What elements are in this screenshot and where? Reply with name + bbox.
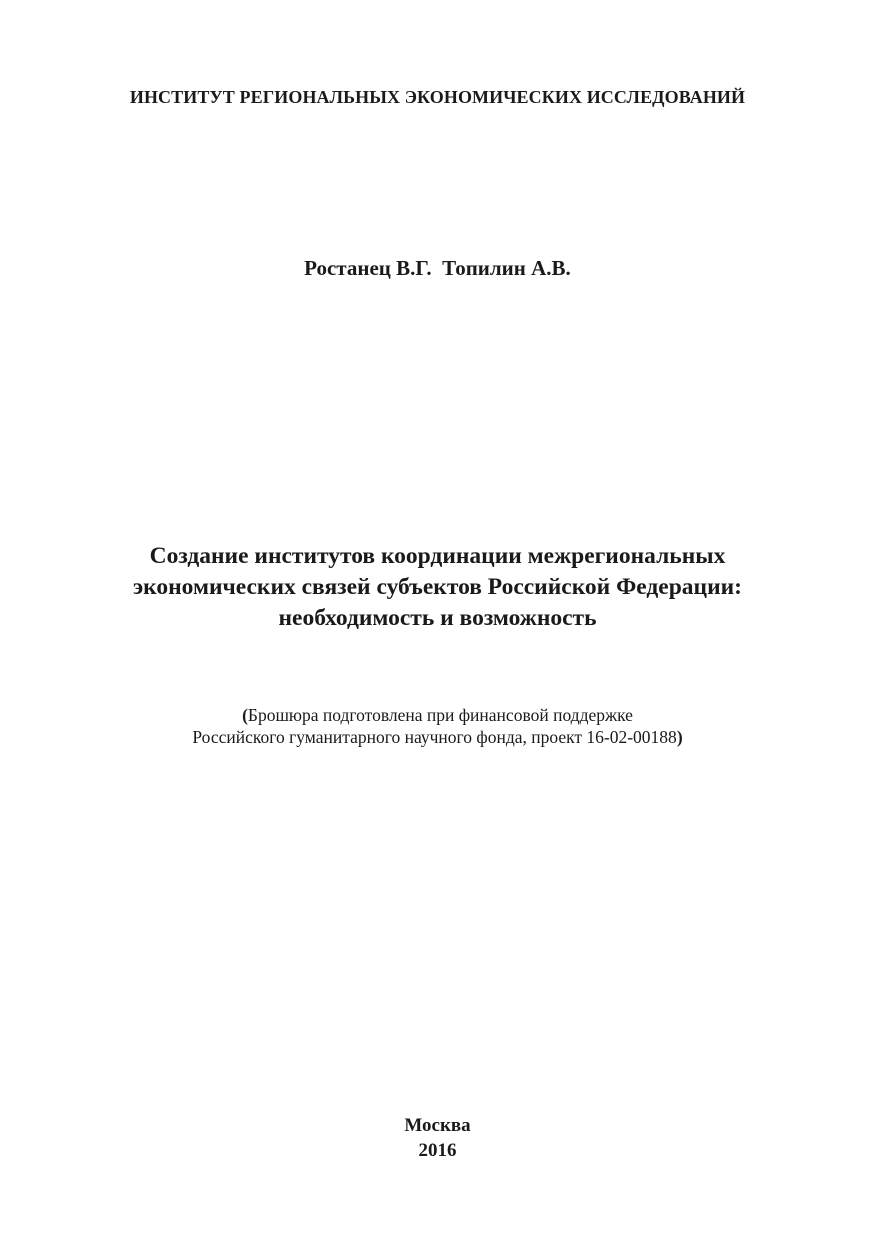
publication-year: 2016 (418, 1140, 457, 1161)
institute-name: ИНСТИТУТ РЕГИОНАЛЬНЫХ ЭКОНОМИЧЕСКИХ ИССЛЕДОВАНИЙ (129, 87, 746, 107)
open-paren: ( (242, 705, 248, 725)
title-line-1: Создание институтов координации межрегиональных (149, 543, 726, 569)
document-title (0, 541, 875, 634)
close-paren: ) (676, 727, 683, 747)
title-line-3: необходимость и возможность (278, 605, 597, 631)
funding-note-text-2: Российского гуманитарного научного фонда, проект 16-02-00188 (192, 727, 677, 747)
title-line-2: экономических связей субъектов Российской Федерации: (133, 574, 742, 600)
authors: Ростанец В.Г. Топилин А.В. (304, 256, 571, 280)
funding-note-text-1: Брошюра подготовлена при финансовой поддержке (247, 705, 633, 725)
funding-note (0, 704, 875, 748)
funding-note-line-1 (0, 704, 875, 726)
funding-note-line-2 (0, 726, 875, 748)
publication-city: Москва (404, 1115, 471, 1136)
